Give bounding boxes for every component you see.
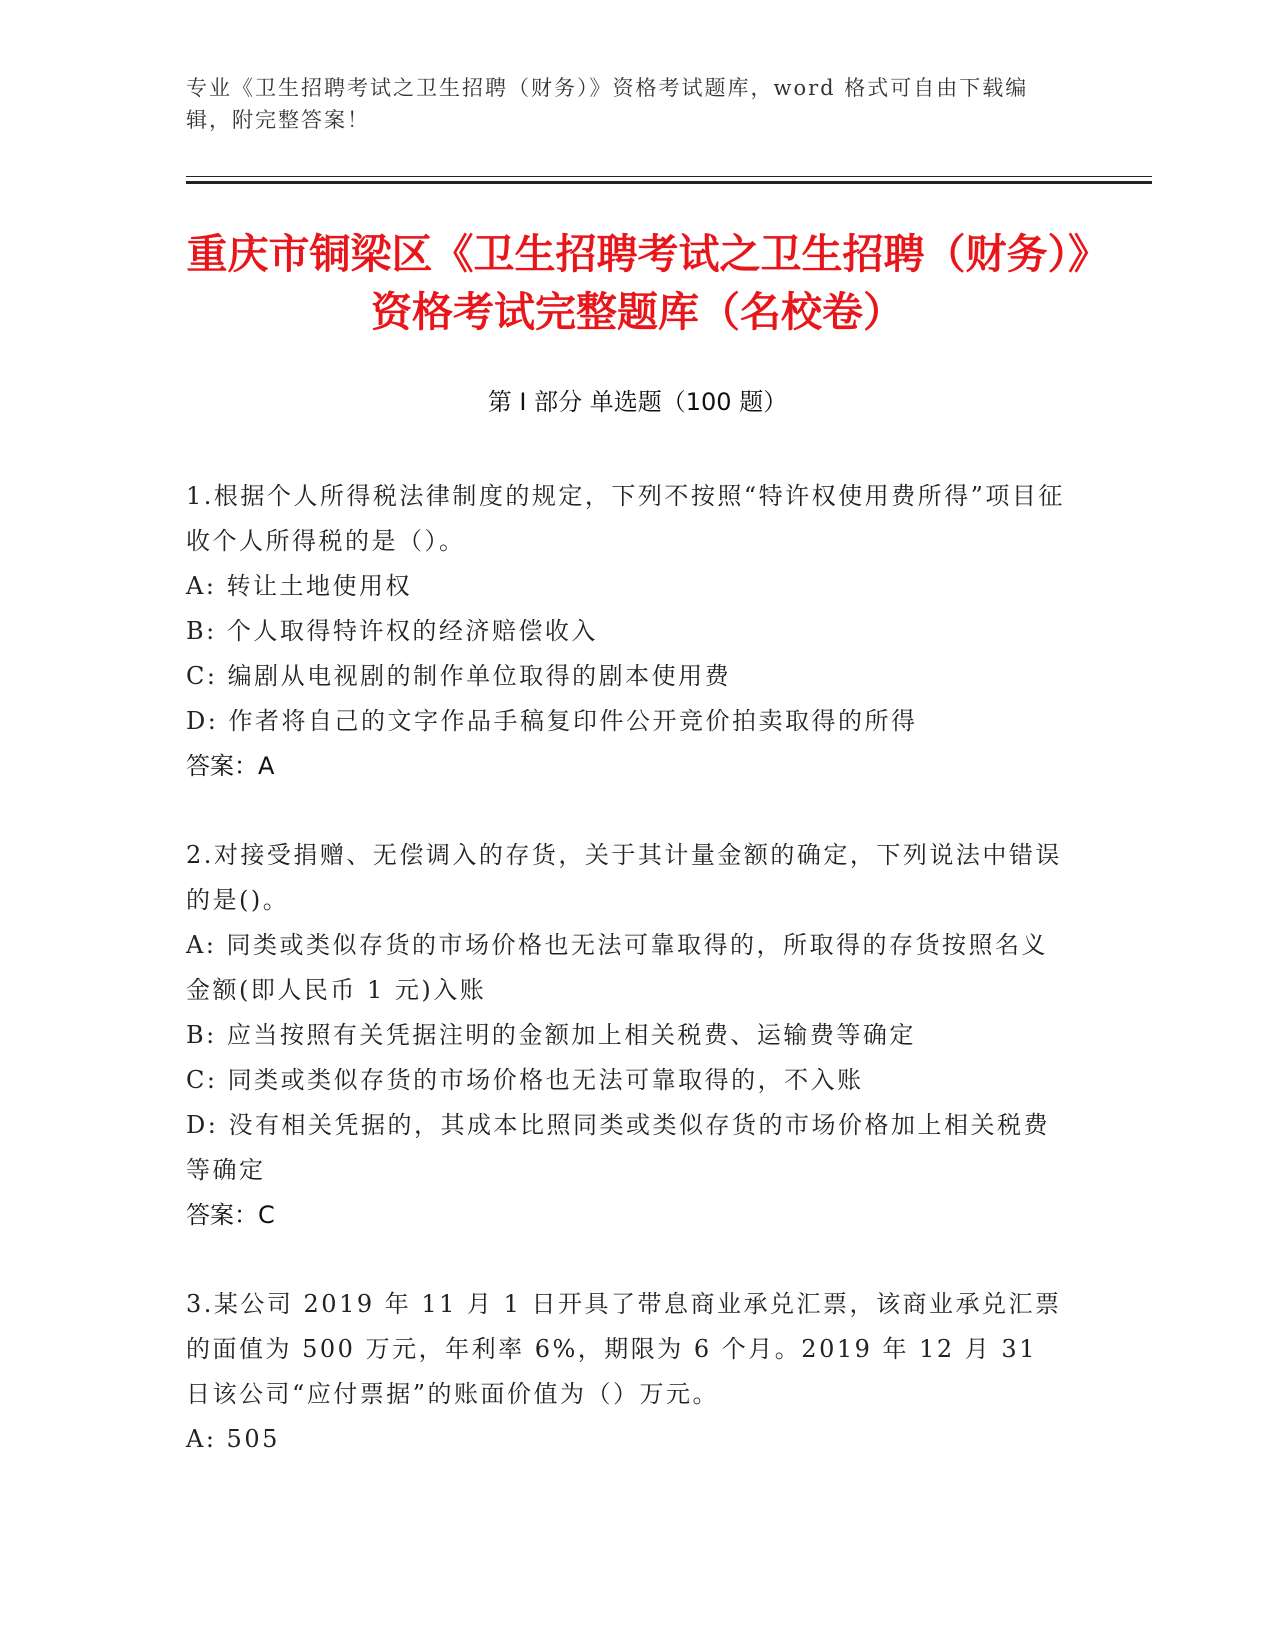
option-a: A: 505 [186,1425,280,1453]
section-heading: 第 I 部分 单选题（100 题） [487,388,788,416]
option-a: A: 同类或类似存货的市场价格也无法可靠取得的，所取得的存货按照名义金额(即人民币 1 元)入账 [186,931,1049,1004]
option-b: B: 个人取得特许权的经济赔偿收入 [186,617,598,645]
question-stem: 3.某公司 2019 年 11 月 1 日开具了带息商业承兑汇票，该商业承兑汇票的面值为 500 万元，年利率 6%，期限为 6 个月。2019 年 12 月 31 日该公司“应付票据”的账面价值为（）万元。 [186,1290,1062,1408]
question-stem: 1.根据个人所得税法律制度的规定，下列不按照“特许权使用费所得”项目征收个人所得税的是（）。 [186,482,1065,555]
document-title: 重庆市铜梁区《卫生招聘考试之卫生招聘（财务）》资格考试完整题库（名校卷） [186,230,1089,336]
question-stem: 2.对接受捐赠、无偿调入的存货，关于其计量金额的确定，下列说法中错误的是()。 [186,841,1062,914]
question-list [186,474,1066,1506]
answer-line: 答案：A [186,752,275,780]
question-3 [186,1282,1066,1462]
header-divider-thick [186,181,1152,184]
option-b: B: 应当按照有关凭据注明的金额加上相关税费、运输费等确定 [186,1021,916,1049]
option-c: C: 编剧从电视剧的制作单位取得的剧本使用费 [186,662,732,690]
header-note: 专业《卫生招聘考试之卫生招聘（财务）》资格考试题库，word 格式可自由下载编辑，附完整答案！ [186,76,1029,132]
option-d: D: 作者将自己的文字作品手稿复印件公开竞价拍卖取得的所得 [186,707,918,735]
option-a: A: 转让土地使用权 [186,572,413,600]
question-1 [186,474,1066,789]
answer-line: 答案：C [186,1201,275,1229]
question-2 [186,833,1066,1238]
option-d: D: 没有相关凭据的，其成本比照同类或类似存货的市场价格加上相关税费等确定 [186,1111,1050,1184]
header-divider-thin [186,176,1152,177]
option-c: C: 同类或类似存货的市场价格也无法可靠取得的，不入账 [186,1066,864,1094]
